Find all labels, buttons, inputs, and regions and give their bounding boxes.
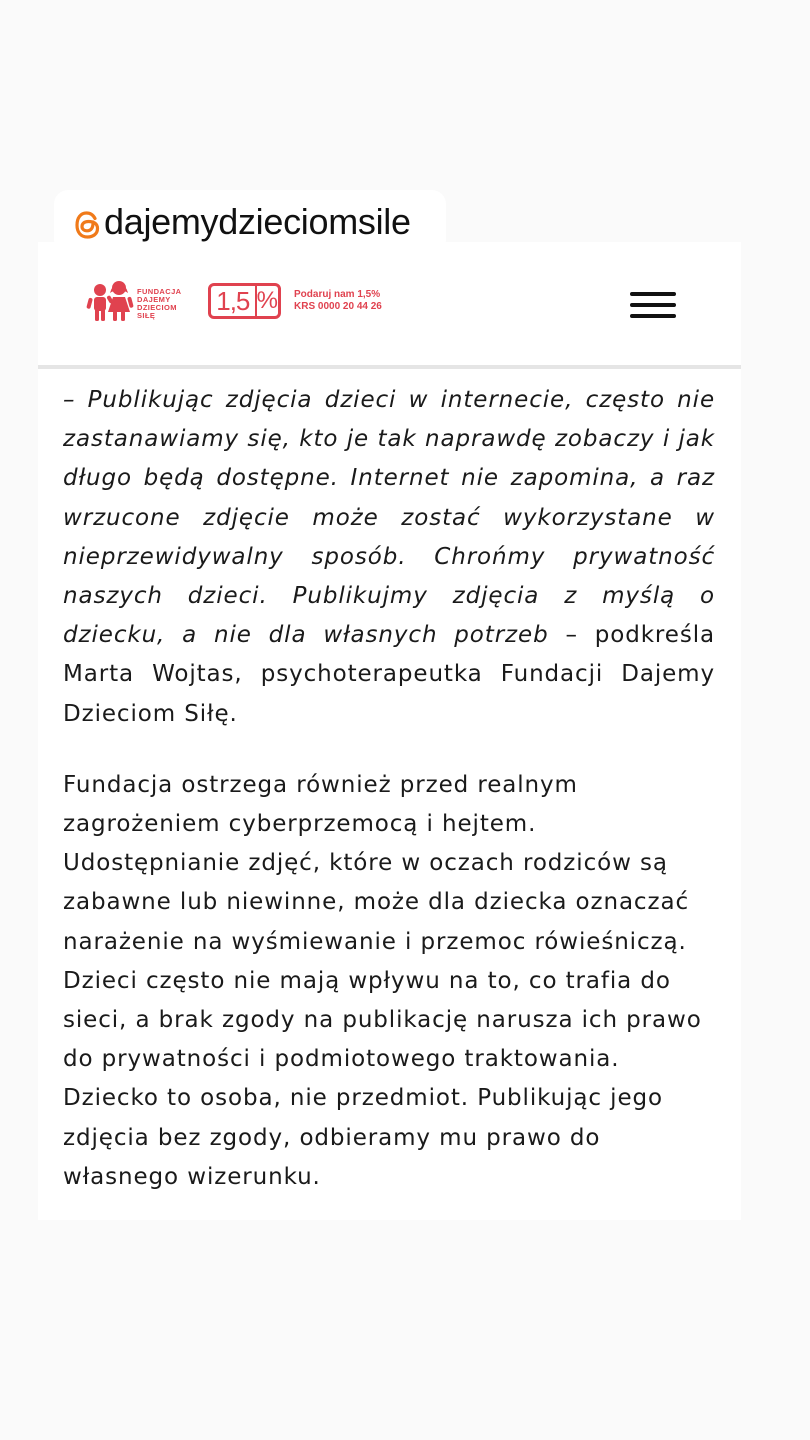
logo-line: DAJEMY xyxy=(137,295,171,304)
logo-line: SIŁĘ xyxy=(137,311,156,320)
quote-text: – Publikując zdjęcia dzieci w internecie, często nie zastanawiamy się, kto je tak naprawdę zobaczy i jak długo będą dostępne. Internet nie zapomina, a raz wrzucone zdjęcie może zostać wykorzystane w nieprzewidywalny sposób. Chrońmy prywatność naszych dzieci. Publikujmy zdjęcia z myślą o dziecku, a nie dla własnych potrzeb xyxy=(63,387,715,649)
article-card xyxy=(38,242,741,1220)
tax-percent-number: 1,5 xyxy=(211,286,257,316)
hamburger-menu-icon[interactable] xyxy=(630,291,678,319)
menu-bar xyxy=(630,292,676,296)
tax-percent-badge[interactable] xyxy=(208,283,281,319)
menu-bar xyxy=(630,303,676,307)
quote-paragraph xyxy=(63,381,715,734)
donate-info[interactable] xyxy=(294,289,382,313)
children-silhouette-icon[interactable] xyxy=(86,278,136,324)
logo-line: FUNDACJA xyxy=(137,287,182,296)
logo-line: DZIECIOM xyxy=(137,303,177,312)
threads-username: dajemydzieciomsile xyxy=(104,201,411,242)
quote-attribution: – podkreśla Marta Wojtas, psychoterapeutka Fundacji Dajemy Dzieciom Siłę. xyxy=(63,622,715,727)
foundation-logo-text xyxy=(137,288,181,320)
threads-at-icon xyxy=(74,210,102,240)
site-header xyxy=(38,242,741,365)
menu-bar xyxy=(630,314,676,318)
krs-number: KRS 0000 20 44 26 xyxy=(294,301,382,312)
body-paragraph: Fundacja ostrzega również przed realnym zagrożeniem cyberprzemocą i hejtem. Udostępnianie zdjęć, które w oczach rodziców są zabawne lub niewinne, może dla dziecka oznaczać narażenie na wyśmiewanie i przemoc rówieśniczą. Dzieci często nie mają wpływu na to, co trafia do sieci, a brak zgody na publikację narusza ich prawo do prywatności i podmiotowego traktowania. Dziecko to osoba, nie przedmiot. Publikując jego zdjęcia bez zgody, odbieramy mu prawo do własnego wizerunku. xyxy=(63,771,702,1190)
donate-line: Podaruj nam 1,5% xyxy=(294,289,381,300)
header-divider xyxy=(38,365,741,369)
percent-symbol: % xyxy=(256,287,278,314)
article-body xyxy=(63,381,715,1229)
